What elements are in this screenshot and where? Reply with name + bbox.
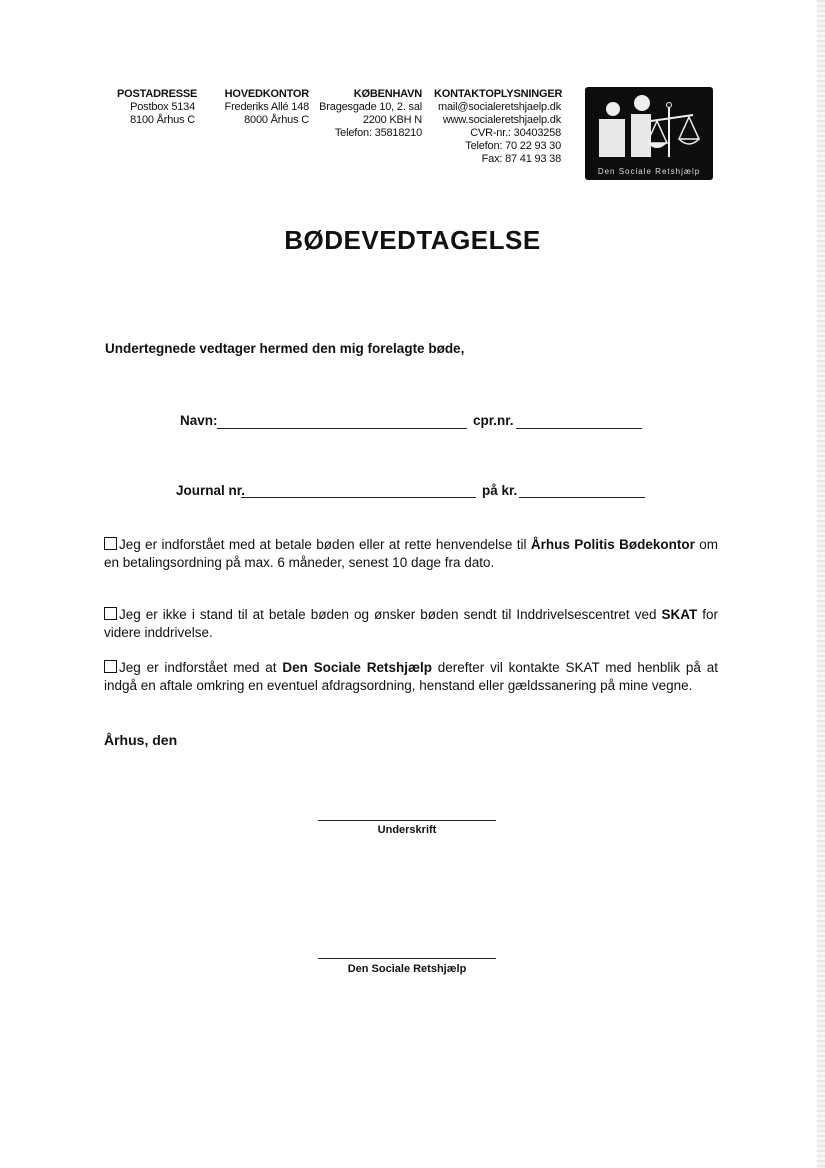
organization-signature-caption: Den Sociale Retshjælp xyxy=(347,963,467,975)
header-line: www.socialeretshjaelp.dk xyxy=(442,114,561,126)
kr-field[interactable] xyxy=(519,497,645,498)
checkbox-skat-collection[interactable] xyxy=(104,607,117,620)
header-heading: KONTAKTOPLYSNINGER xyxy=(434,88,563,100)
header-line: Frederiks Allé 148 xyxy=(224,101,309,113)
header-heading: KØBENHAVN xyxy=(353,88,422,100)
navn-field[interactable] xyxy=(217,428,467,429)
document-title: BØDEVEDTAGELSE xyxy=(284,225,541,255)
header-line: Telefon: 35818210 xyxy=(334,127,422,139)
option-skat-collection xyxy=(104,606,718,642)
option-text: om en betalingsordning på max. 6 måneder, senest 10 dage fra dato. xyxy=(104,537,718,570)
header-heading: POSTADRESSE xyxy=(117,88,198,100)
cpr-label: cpr.nr. xyxy=(473,413,514,428)
logo-text: Den Sociale Retshjælp xyxy=(597,167,701,176)
header-line: 2200 KBH N xyxy=(362,114,422,126)
option-text-bold: SKAT xyxy=(661,607,698,622)
scales-logo-icon xyxy=(585,87,713,165)
signature-line[interactable] xyxy=(318,820,496,821)
header-line: 8100 Århus C xyxy=(130,114,195,126)
cpr-field[interactable] xyxy=(516,428,642,429)
checkbox-social-help[interactable] xyxy=(104,660,117,673)
option-text: Jeg er indforstået med at betale bøden eller at rette henvendelse til xyxy=(119,537,531,552)
intro-text: Undertegnede vedtager hermed den mig forelagte bøde, xyxy=(105,341,465,356)
header-line: Fax: 87 41 93 38 xyxy=(481,153,561,165)
option-text-bold: Århus Politis Bødekontor xyxy=(530,537,695,552)
organization-signature-line[interactable] xyxy=(318,958,496,959)
option-text: Jeg er ikke i stand til at betale bøden og ønsker bøden sendt til Inddrivelsescentret ved xyxy=(119,607,662,622)
scan-edge xyxy=(817,0,825,1168)
kr-label: på kr. xyxy=(482,483,518,498)
header-line: mail@socialeretshjaelp.dk xyxy=(438,101,561,113)
header-line: CVR-nr.: 30403258 xyxy=(470,127,561,139)
header-postadresse xyxy=(117,88,198,127)
signature-caption: Underskrift xyxy=(377,824,437,836)
header-line: Telefon: 70 22 93 30 xyxy=(465,140,561,152)
option-text: derefter vil kontakte SKAT med henblik på at indgå en aftale omkring en eventuel afdragsordning, henstand eller gældssanering på mine vegne. xyxy=(104,660,718,693)
organization-logo xyxy=(585,87,713,180)
header-kontakt xyxy=(434,88,561,166)
date-label: Århus, den xyxy=(104,732,178,748)
checkbox-pay-directly[interactable] xyxy=(104,537,117,550)
navn-label: Navn: xyxy=(180,413,218,428)
header-koebenhavn xyxy=(318,88,422,140)
option-text: Jeg er indforstået med at xyxy=(119,660,283,675)
header-line: 8000 Århus C xyxy=(244,114,309,126)
header-line: Bragesgade 10, 2. sal xyxy=(319,101,422,113)
option-social-help xyxy=(104,659,718,695)
header-heading: HOVEDKONTOR xyxy=(224,88,309,100)
option-text-bold: Den Sociale Retshjælp xyxy=(282,660,432,675)
journal-field[interactable] xyxy=(241,497,476,498)
header-line: Postbox 5134 xyxy=(130,101,195,113)
option-text: for videre inddrivelse. xyxy=(104,607,719,640)
option-pay-directly xyxy=(104,536,718,572)
header-hovedkontor xyxy=(223,88,309,127)
journal-label: Journal nr. xyxy=(176,483,246,498)
